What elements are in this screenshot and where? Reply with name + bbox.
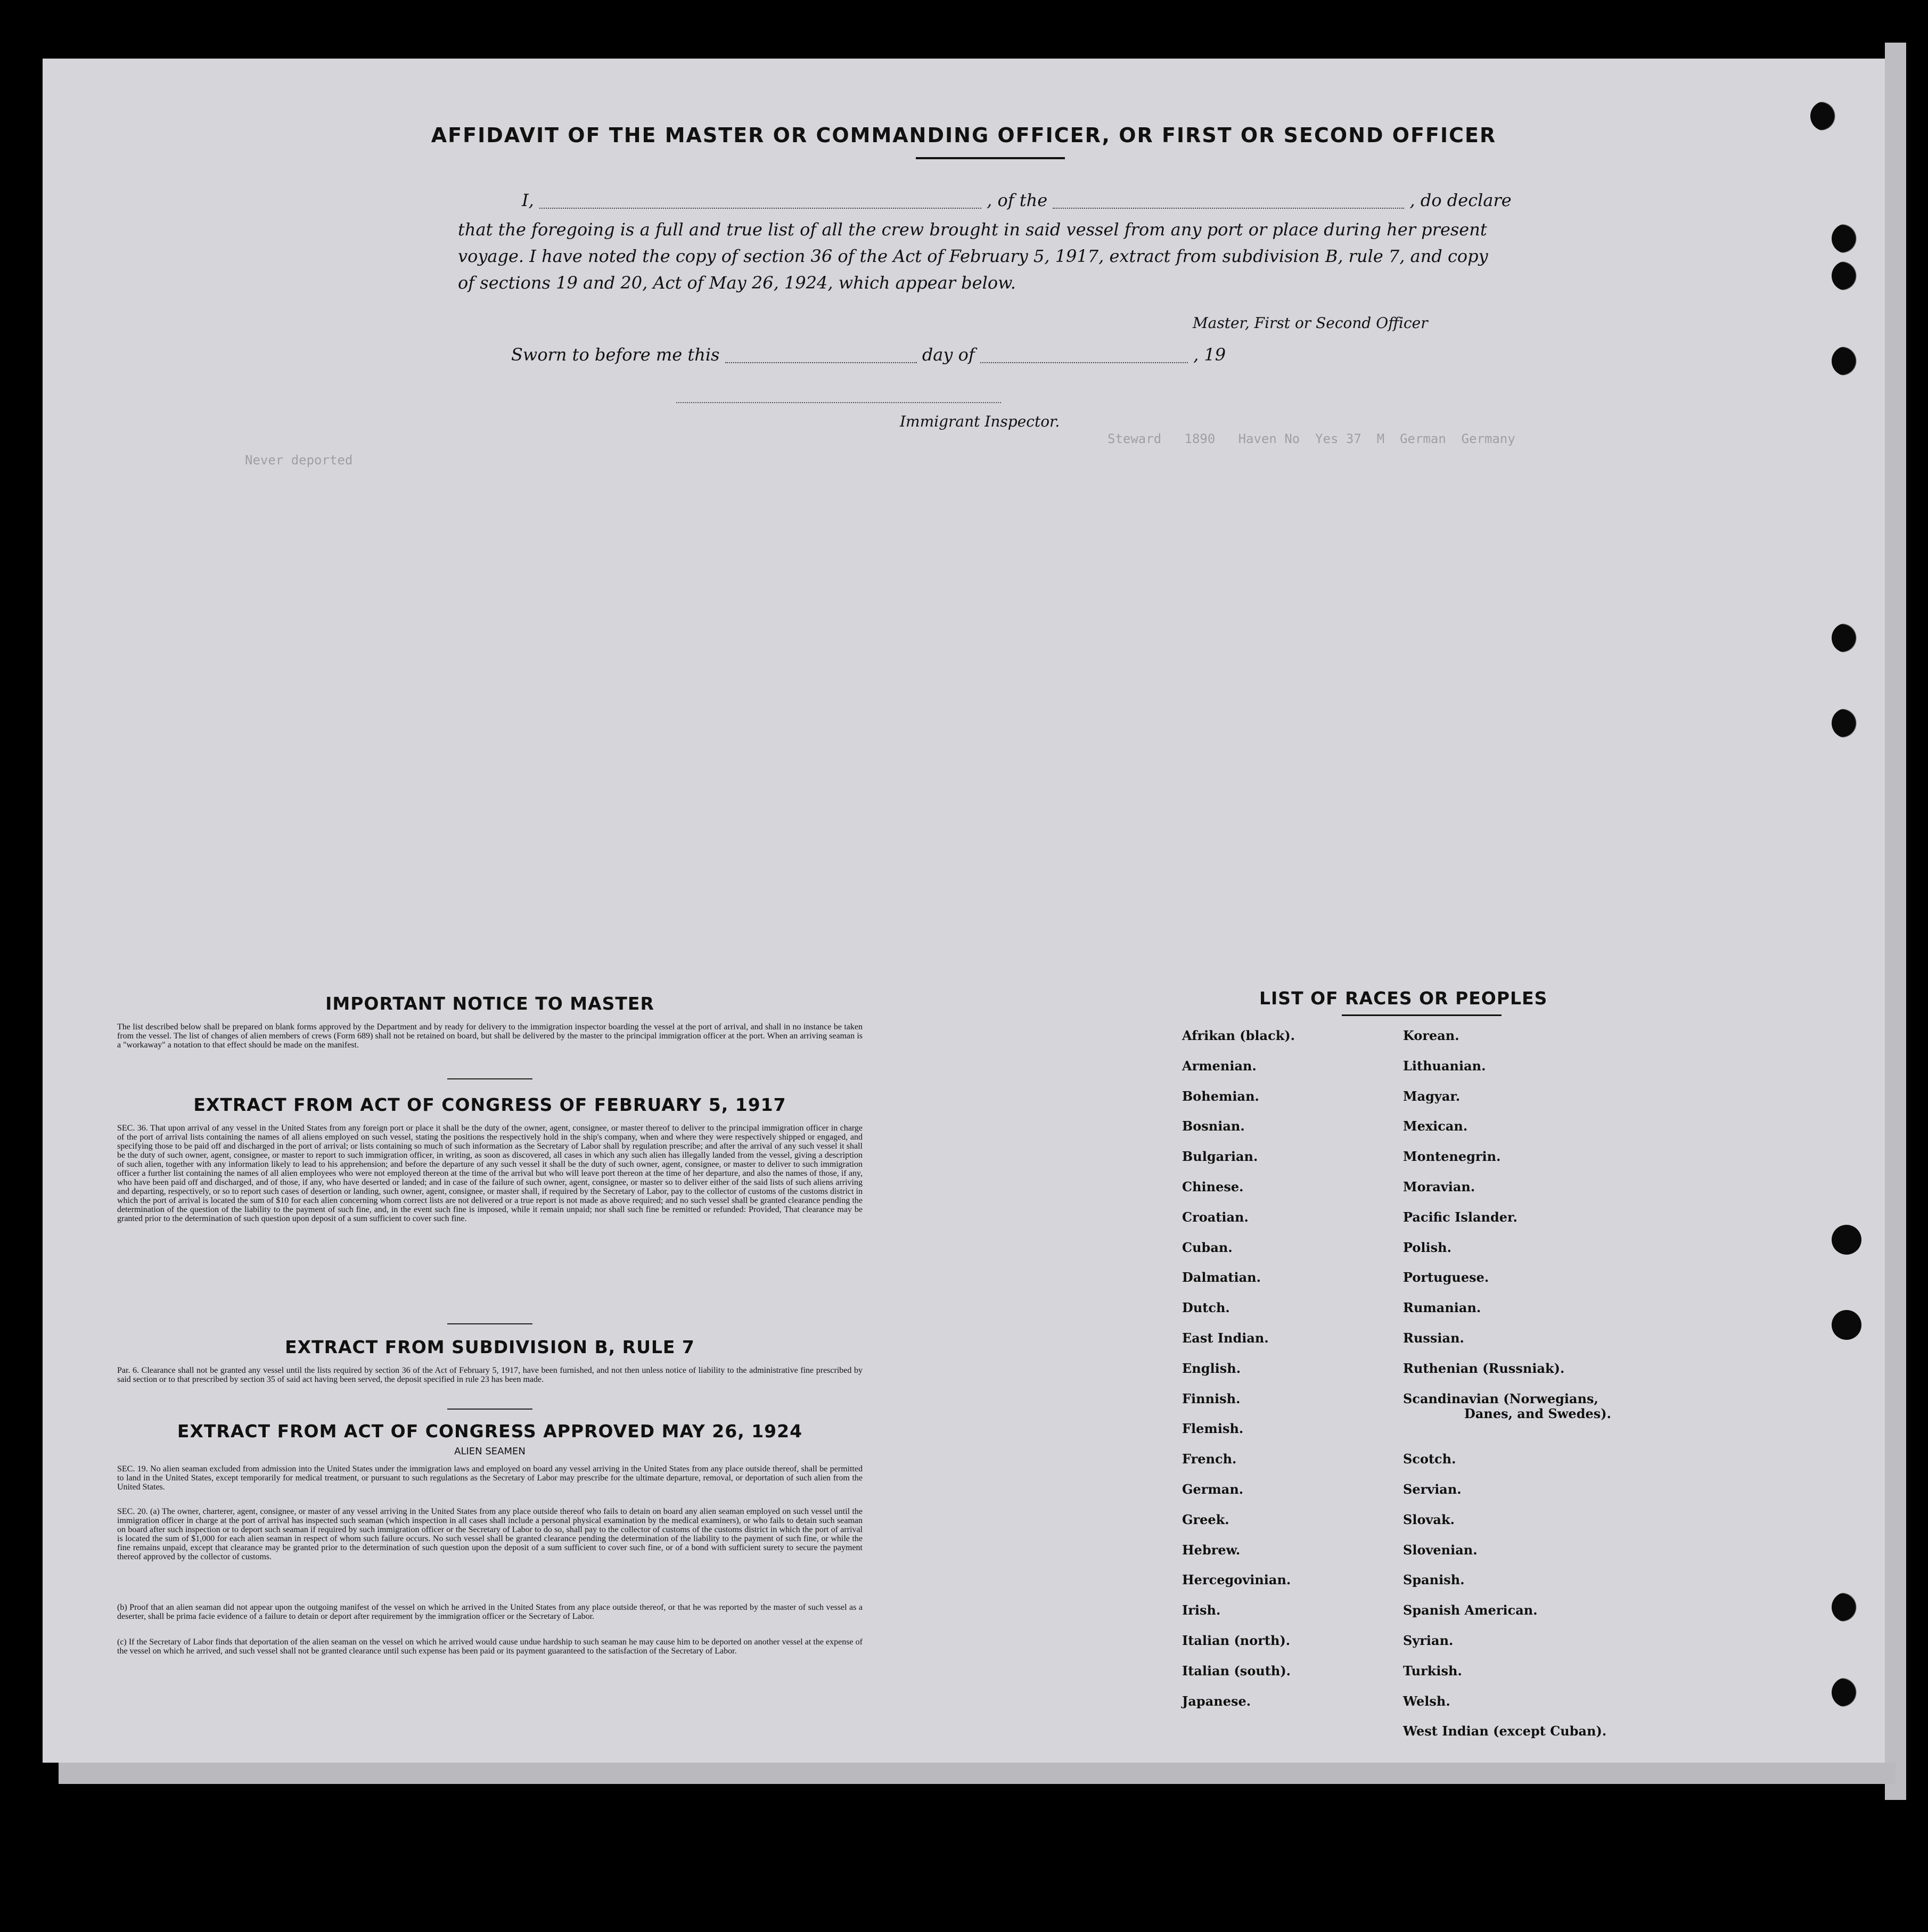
race-item: West Indian (except Cuban).	[1403, 1723, 1607, 1739]
race-item: Dutch.	[1182, 1300, 1230, 1316]
race-item: Servian.	[1403, 1481, 1462, 1497]
bleed-through-text: Never deported	[245, 453, 353, 468]
extract-1917-title: EXTRACT FROM ACT OF CONGRESS OF FEBRUARY 5, 1917	[193, 1094, 786, 1115]
alien-seamen-subtitle: ALIEN SEAMEN	[454, 1446, 526, 1457]
race-item: Bosnian.	[1182, 1118, 1245, 1134]
sec-19-text: SEC. 19. No alien seaman excluded from admission into the United States under the immigration laws and employed on board any vessel arriving in the United States from any place outside thereof, shall be permitted to land in the United States, except temporarily for medical treatment, or pursuant to such regulations as the Secretary of Labor may prescribe for the ultimate departure, removal, or deportation of such alien from the United States.	[117, 1464, 863, 1492]
sec-20b-text: (b) Proof that an alien seaman did not appear upon the outgoing manifest of the vessel on which he arrived in the United States from any place outside thereof, or that he was reported by the master of such vessel as a deserter, shall be prima facie evidence of a failure to detain or deport after requirement by the immigration officer or the Secretary of Labor.	[117, 1603, 863, 1621]
race-item: Irish.	[1182, 1602, 1221, 1618]
race-item: East Indian.	[1182, 1330, 1269, 1346]
name-blank[interactable]	[539, 192, 981, 209]
sec-20c-text: (c) If the Secretary of Labor finds that deportation of the alien seaman on the vessel on which he arrived would cause undue hardship to such seaman he may cause him to be deported on another vessel at the expense of the vessel on which he arrived, and such vessel shall not be granted clearance until such expense has been paid or its payment guaranteed to the satisfaction of the Secretary of Labor.	[117, 1638, 863, 1656]
vessel-blank[interactable]	[1053, 192, 1404, 209]
punch-hole	[1832, 1592, 1861, 1622]
race-item: Syrian.	[1403, 1633, 1454, 1648]
extract-rule7-title: EXTRACT FROM SUBDIVISION B, RULE 7	[285, 1337, 695, 1357]
day-of-label: day of	[922, 345, 975, 365]
bleed-through-text: Steward 1890 Haven No Yes 37 M German Germany	[1107, 431, 1515, 446]
race-item: Korean.	[1403, 1028, 1459, 1043]
declaration-line-1	[522, 192, 1533, 209]
race-item: Welsh.	[1403, 1693, 1450, 1709]
page-edge-bottom	[59, 1763, 1896, 1784]
race-item: Magyar.	[1403, 1088, 1461, 1104]
race-item: Rumanian.	[1403, 1300, 1481, 1316]
declaration-line-3: voyage. I have noted the copy of section 36 of the Act of February 5, 1917, extract from subdivision B, rule 7, and copy	[458, 246, 1488, 266]
race-item: Hercegovinian.	[1182, 1572, 1291, 1588]
race-item: Mexican.	[1403, 1118, 1468, 1134]
races-title-underline	[1342, 1014, 1502, 1016]
race-item: Greek.	[1182, 1511, 1229, 1527]
immigrant-inspector-label: Immigrant Inspector.	[900, 413, 1060, 430]
race-item: Ruthenian (Russniak).	[1403, 1360, 1565, 1376]
race-item: German.	[1182, 1481, 1244, 1497]
race-item: English.	[1182, 1360, 1241, 1376]
race-item: Dalmatian.	[1182, 1270, 1261, 1286]
extract-1917-body: SEC. 36. That upon arrival of any vessel in the United States from any foreign port or place it shall be the duty of the owner, agent, consignee, or master thereof to deliver to the principal immigration officer in charge of the port of arrival lists containing the names of all aliens employed on such vessel, stating the positions the respectively hold in the ship's company, when and where they were respectively shipped or engaged, and specifying those to be paid off and discharged in the port of arrival; or lists containing so much of such information as the Secretary of Labor shall by regulation prescribe; and after the arrival of any such vessel it shall be the duty of such owner, agent, consignee, or master to report to such immigration officer, in writing, as soon as discovered, all cases in which any such alien has illegally landed from the vessel, giving a description of such alien, together with any information likely to lead to his apprehension; and before the departure of any such vessel it shall be the duty of such owner, agent, consignee, or master to deliver to such immigration officer a further list containing the names of all alien employees who were not employed thereon at the time of the arrival but who will leave port thereon at the time of her departure, and also the names of those, if any, who have been paid off and discharged, and of those, if any, who have deserted or landed; and in case of the failure of such owner, agent, consignee, or master so to deliver either of the said lists of such aliens arriving and departing, respectively, or so to report such cases of desertion or landing, such owner, agent, consignee, or master shall, if required by the Secretary of Labor, pay to the collector of customs of the customs district in which the port of arrival is located the sum of $10 for each alien concerning whom correct lists are not delivered or a true report is not made as above required; and no such vessel shall be granted clearance pending the determination of the question of the liability to the payment of such fine, and, in the event such fine is imposed, while it remain unpaid; nor shall such fine be remitted or refunded: Provided, That clearance may be granted prior to the determination of such question upon deposit of a sum sufficient to cover such fine.	[117, 1124, 863, 1223]
punch-hole	[1832, 708, 1861, 738]
divider	[447, 1409, 532, 1410]
race-item: Italian (north).	[1182, 1633, 1291, 1648]
extract-rule7-body: Par. 6. Clearance shall not be granted any vessel until the lists required by section 36 of the Act of February 5, 1917, have been furnished, and not then unless notice of liability to the administrative fine prescribed by said section or to that prescribed by section 35 of said act having been served, the deposit specified in rule 23 has been made.	[117, 1366, 863, 1384]
race-item: Slovak.	[1403, 1511, 1455, 1527]
race-item: Slovenian.	[1403, 1542, 1478, 1558]
race-item: Danes, and Swedes).	[1464, 1405, 1611, 1421]
race-item: French.	[1182, 1451, 1237, 1467]
race-item: Chinese.	[1182, 1179, 1244, 1194]
race-item: Scandinavian (Norwegians,	[1403, 1390, 1598, 1406]
title-underline	[916, 157, 1065, 159]
punch-hole	[1832, 224, 1861, 253]
notice-title: IMPORTANT NOTICE TO MASTER	[325, 993, 654, 1014]
race-item: Spanish American.	[1403, 1602, 1538, 1618]
sworn-line	[511, 346, 1310, 363]
affidavit-title: AFFIDAVIT OF THE MASTER OR COMMANDING OFFICER, OR FIRST OR SECOND OFFICER	[431, 124, 1497, 147]
of-the-label: , of the	[987, 190, 1048, 210]
manifest-page	[43, 59, 1885, 1763]
race-item: Turkish.	[1403, 1663, 1462, 1679]
page-edge-right	[1885, 43, 1906, 1800]
divider	[447, 1323, 532, 1324]
extract-1924-title: EXTRACT FROM ACT OF CONGRESS APPROVED MAY 26, 1924	[177, 1421, 803, 1442]
race-item: Lithuanian.	[1403, 1058, 1486, 1074]
race-item: Bulgarian.	[1182, 1149, 1258, 1165]
race-item: Cuban.	[1182, 1239, 1233, 1255]
race-item: Moravian.	[1403, 1179, 1475, 1194]
race-item: Afrikan (black).	[1182, 1028, 1295, 1043]
declaration-line-4: of sections 19 and 20, Act of May 26, 1924, which appear below.	[458, 273, 1016, 293]
race-item: Russian.	[1403, 1330, 1464, 1346]
race-item: Croatian.	[1182, 1209, 1249, 1225]
race-item: Finnish.	[1182, 1390, 1241, 1406]
punch-hole	[1832, 1225, 1861, 1255]
race-item: Flemish.	[1182, 1421, 1244, 1437]
sworn-month-blank[interactable]	[980, 346, 1188, 363]
punch-hole	[1832, 261, 1861, 291]
punch-hole	[1832, 1310, 1861, 1340]
punch-hole	[1832, 623, 1861, 653]
race-item: Bohemian.	[1182, 1088, 1259, 1104]
master-signature-label: Master, First or Second Officer	[1193, 314, 1428, 332]
race-item: Portuguese.	[1403, 1270, 1489, 1286]
i-label: I,	[522, 190, 534, 210]
race-item: Polish.	[1403, 1239, 1451, 1255]
race-item: Japanese.	[1182, 1693, 1251, 1709]
race-item: Spanish.	[1403, 1572, 1465, 1588]
race-item: Italian (south).	[1182, 1663, 1291, 1679]
race-item: Pacific Islander.	[1403, 1209, 1517, 1225]
do-declare-label: , do declare	[1409, 190, 1512, 210]
race-item: Scotch.	[1403, 1451, 1456, 1467]
punch-hole	[1832, 346, 1861, 376]
notice-body: The list described below shall be prepared on blank forms approved by the Department and by ready for delivery to the immigration inspector boarding the vessel at the port of arrival, and shall in no instance be taken from the vessel. The list of changes of alien members of crews (Form 689) shall not be retained on board, but shall be delivered by the master to the principal immigration officer at the port. When an arriving seaman is a "workaway" a notation to that effect should be made on the manifest.	[117, 1022, 863, 1050]
race-item: Montenegrin.	[1403, 1149, 1501, 1165]
sworn-day-blank[interactable]	[725, 346, 917, 363]
race-item: Armenian.	[1182, 1058, 1257, 1074]
races-title: LIST OF RACES OR PEOPLES	[1259, 988, 1548, 1009]
sec-20a-text: SEC. 20. (a) The owner, charterer, agent, consignee, or master of any vessel arriving in the United States from any place outside thereof who fails to detain on board any alien seaman employed on such vessel until the immigration officer in charge at the port of arrival has inspected such seaman (which inspection in all cases shall include a personal physical examination by the medical examiners), or who fails to detain such seaman on board after such inspection or to deport such seaman if required by such immigration officer or the Secretary of Labor to do so, shall pay to the collector of customs of the customs district in which the port of arrival is located the sum of $1,000 for each alien seaman in respect of whom such failure occurs. No such vessel shall be granted clearance pending the determination of the liability to the payment of such fine, or while the fine remains unpaid, except that clearance may be granted prior to the determination of such question upon the deposit of a sum sufficient to cover such fine, or of a bond with sufficient surety to secure the payment thereof approved by the collector of customs.	[117, 1507, 863, 1561]
inspector-signature-line	[676, 402, 1001, 403]
punch-hole	[1832, 1677, 1861, 1707]
declaration-line-2: that the foregoing is a full and true list of all the crew brought in said vessel from any port or place during her present	[458, 219, 1487, 240]
sworn-label: Sworn to before me this	[511, 345, 720, 365]
divider	[447, 1078, 532, 1079]
year-label: , 19	[1193, 345, 1226, 365]
race-item: Hebrew.	[1182, 1542, 1241, 1558]
